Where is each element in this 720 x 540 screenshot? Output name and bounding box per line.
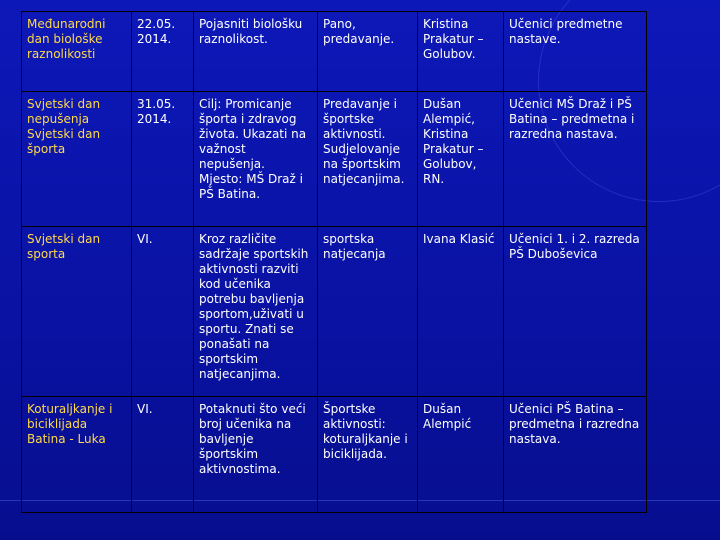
participants-cell: Učenici predmetne nastave.: [504, 12, 647, 92]
lead-cell: Dušan Alempić, Kristina Prakatur – Golubov, RN.: [418, 92, 504, 227]
event-cell: Koturaljkanje i biciklijada Batina - Luka: [22, 397, 132, 513]
table-row: [22, 12, 647, 92]
participants-cell: Učenici MŠ Draž i PŠ Batina – predmetna i razredna nastava.: [504, 92, 647, 227]
method-cell: sportska natjecanja: [318, 227, 418, 397]
event-cell: Međunarodni dan biološke raznolikosti: [22, 12, 132, 92]
participants-cell: Učenici PŠ Batina – predmetna i razredna nastava.: [504, 397, 647, 513]
table-row: [22, 227, 647, 397]
goal-cell: Cilj: Promicanje športa i zdravog života. Ukazati na važnost nepušenja. Mjesto: MŠ Draž i PŠ Batina.: [194, 92, 318, 227]
event-cell: Svjetski dan nepušenja Svjetski dan športa: [22, 92, 132, 227]
event-cell: Svjetski dan sporta: [22, 227, 132, 397]
goal-cell: Kroz različite sadržaje sportskih aktivnosti razviti kod učenika potrebu bavljenja sportom,uživati u sportu. Znati se ponašati na sportskim natjecanjima.: [194, 227, 318, 397]
goal-cell: Potaknuti što veći broj učenika na bavljenje športskim aktivnostima.: [194, 397, 318, 513]
date-cell: 31.05. 2014.: [132, 92, 194, 227]
table-row: [22, 397, 647, 513]
table-row: [22, 92, 647, 227]
date-cell: VI.: [132, 227, 194, 397]
method-cell: Športske aktivnosti: koturaljkanje i biciklijada.: [318, 397, 418, 513]
lead-cell: Dušan Alempić: [418, 397, 504, 513]
participants-cell: Učenici 1. i 2. razreda PŠ Duboševica: [504, 227, 647, 397]
date-cell: 22.05. 2014.: [132, 12, 194, 92]
activities-table: [21, 11, 647, 513]
lead-cell: Kristina Prakatur – Golubov.: [418, 12, 504, 92]
lead-cell: Ivana Klasić: [418, 227, 504, 397]
method-cell: Predavanje i športske aktivnosti. Sudjelovanje na športskim natjecanjima.: [318, 92, 418, 227]
date-cell: VI.: [132, 397, 194, 513]
goal-cell: Pojasniti biološku raznolikost.: [194, 12, 318, 92]
method-cell: Pano, predavanje.: [318, 12, 418, 92]
